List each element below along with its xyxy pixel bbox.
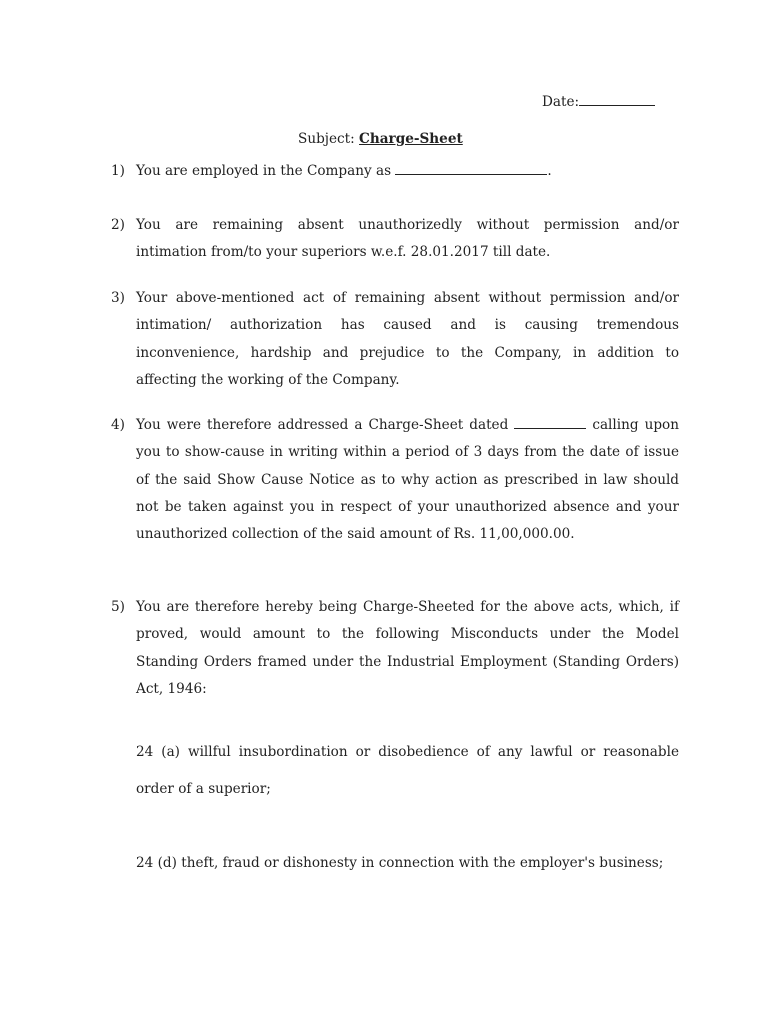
misconduct-clause: 24 (d) theft, fraud or dishonesty in connection with the employer's business; (136, 855, 664, 871)
item-text-part: You were therefore addressed a Charge-Sheet dated (136, 417, 515, 433)
list-item (111, 285, 679, 394)
item-text: Your above-mentioned act of remaining absent without permission and/or intimation/ authorization has caused and is causing tremendous inconvenience, hardship and prejudice to the Company, in addition to affecting the working of the Company. (136, 290, 679, 388)
item-text (136, 158, 679, 185)
item-number: 3) (111, 290, 125, 306)
list-item (111, 158, 679, 185)
date-line (542, 93, 655, 111)
item-number: 2) (111, 217, 125, 233)
subject-line (298, 130, 463, 148)
subject-title: Charge-Sheet (359, 131, 463, 147)
list-item (111, 212, 679, 267)
item-number: 1) (111, 163, 125, 179)
date-label: Date: (542, 94, 580, 110)
date-blank (579, 93, 655, 106)
misconduct-clause: 24 (a) willful insubordination or disobedience of any lawful or reasonable order of a superior; (136, 744, 679, 797)
item-text (136, 412, 679, 548)
subject-label: Subject: (298, 131, 355, 147)
item-text-part: . (547, 163, 552, 179)
item-text-part: calling upon you to show-cause in writing within a period of 3 days from the date of issue of the said Show Cause Notice as to why action as prescribed in law should not be taken against you in respect of your unauthorized absence and your unauthorized collection of the said amount of Rs. 11,00,000.00. (136, 417, 679, 543)
item-number: 4) (111, 417, 125, 433)
item-text: You are therefore hereby being Charge-Sheeted for the above acts, which, if proved, would amount to the following Misconducts under the Model Standing Orders framed under the Industrial Employment (Standing Orders) Act, 1946: (136, 599, 679, 697)
item-text-part: You are employed in the Company as (136, 163, 396, 179)
item-text: You are remaining absent unauthorizedly without permission and/or intimation from/to your superiors w.e.f. 28.01.2017 till date. (136, 217, 679, 261)
charge-date-blank (514, 416, 586, 429)
designation-blank (395, 162, 547, 175)
item-number: 5) (111, 599, 125, 615)
list-item (111, 594, 679, 703)
list-item (111, 412, 679, 548)
